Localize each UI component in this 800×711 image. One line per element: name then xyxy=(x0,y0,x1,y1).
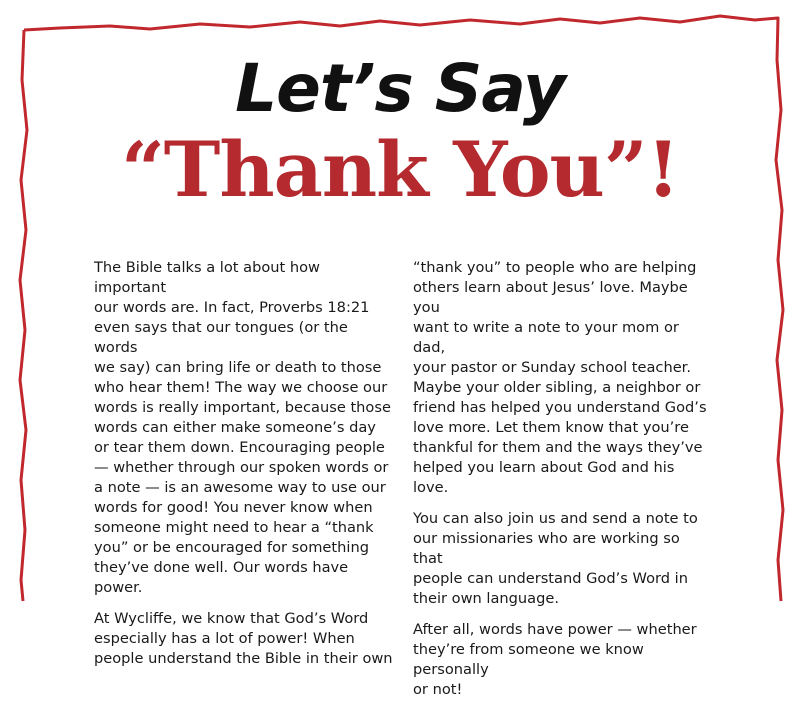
right-paragraph: After all, words have power — whether they’re from someone we know personally or not! xyxy=(413,621,697,698)
title-thank-you: “Thank You”! xyxy=(121,125,679,214)
left-column xyxy=(94,258,394,680)
left-paragraph: At Wycliffe, we know that God’s Word especially has a lot of power! When people understand the Bible in their own xyxy=(94,610,393,667)
right-paragraph: You can also join us and send a note to our missionaries who are working so that people can understand God’s Word in their own language. xyxy=(413,510,698,607)
right-paragraph: “thank you” to people who are helping others learn about Jesus’ love. Maybe you want to write a note to your mom or dad, your pastor or Sunday school teacher. Maybe your older sibling, a neighbor or friend has helped you understand God’s love more. Let them know that you’re thankful for them and the ways they’ve helped you learn about God and his love. xyxy=(413,259,707,496)
title-lets-say: Let’s Say xyxy=(235,50,565,127)
left-paragraph: The Bible talks a lot about how important our words are. In fact, Proverbs 18:21 even says that our tongues (or the words we say) can bring life or death to those who hear them! The way we choose our words is really important, because those words can either make someone’s day or tear them down. Encouraging people — whether through our spoken words or a note — is an awesome way to use our words for good! You never know when someone might need to hear a “thank you” or be encouraged for something they’ve done well. Our words have power. xyxy=(94,259,391,596)
right-column xyxy=(413,258,713,711)
